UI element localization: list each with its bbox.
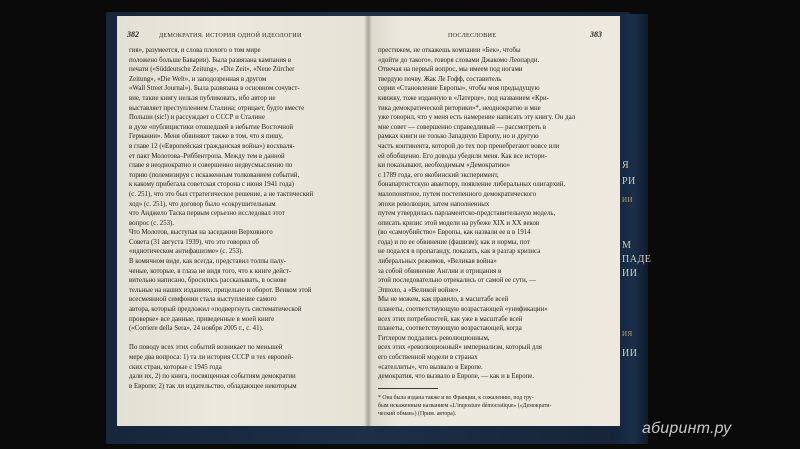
text-line: вие, такие книгу нельзя публиковать, ибо автор не [129,94,276,102]
cover-title-fragment: РИ [622,176,636,187]
text-line: Мы не можем, как правило, в масштабе всей [378,296,509,304]
right-page [368,16,620,426]
text-line: твердую почву. Жак Ле Гофф, составитель [378,75,502,83]
text-line: его собственной модели в странах [378,354,478,361]
text-line: описать кризис этой модели на рубеже XIX и XX веков [378,219,540,227]
text-line: часть континента, которой до тех пор пренебрегают вовсе или [378,142,560,150]
text-line: мере два вопроса: 1) та ли история СССР и тех европей- [129,354,294,361]
cover-title-fragment: М [622,240,632,251]
text-line: путем утвердилась парламентско-представительную модель, [378,210,556,218]
text-line: Zeitung», «Die Welt», и заподозренная в другом [129,75,267,83]
text-line: к какому прибегала советская сторона с июня 1941 года) [129,181,294,189]
text-line: за собой обвинение Англии и отрицания в [378,267,502,275]
text-line: бым искаженным названием «L'imposture démocratique» («Демократи- [378,403,552,409]
text-line: планеты, соответствующую возрастающей, когда [378,325,522,333]
text-line: автора, который предложил «подвергнуть систематической [129,306,302,314]
text-line: Совета (31 августа 1939), что это говорил об [129,238,259,246]
text-line: Что Молотов, выступая на заседании Верховного [129,229,273,237]
text-line: («Corriere della Sera», 24 ноября 2005 г., с. 41). [129,325,264,333]
text-line: (во «самоубийство» Европы, как назвали ее в в 1914 [378,229,531,237]
text-line: ских стран, которые с 1945 года [129,363,222,371]
cover-title-fragment: ИИ [622,196,634,204]
text-line: либеральных режимов, «Великая война» [378,258,497,266]
text-line: проверке» все данные, приведенные в моей книге [129,315,275,323]
text-line: этой последовательно отрекались от самой ее сути, — [378,277,537,285]
text-line: что Анджело Таска первым серьезно исследовал этот [129,210,285,218]
text-line: В комичном виде, как всегда, представил толпы палу- [129,258,287,266]
text-line: ческий обман») (Прим. автора). [378,411,457,417]
text-line: Эпполо, а «Великой войне». [378,286,461,294]
cover-title-fragment: Я [622,160,630,171]
text-line: в духе «публицистики отошедшей в небытие Восточной [129,123,294,131]
text-line: тельные на наших изданиях, прицельно и оборот. Венком этой [129,286,312,294]
text-line: «дойти до такого», говоря словами Джакомо Леопарди. [378,56,540,64]
text-line: престижем, не откажешь компании «Бек», чтобы [378,47,521,54]
text-line: книжку, тоже изданную в «Латерце», под названием «Кри- [378,94,549,102]
text-line: не подался в пропаганду, показать, как в разгар кризиса [378,248,541,256]
text-line: выставляет преступлением Сталина; отрицает, будто вместе [129,104,305,112]
text-line: тика демократической риторики»*, неоднократно и мне [378,104,541,112]
text-line: эпохи революции, затем наполненных [378,200,490,208]
text-line: торию (полемизируя с искаженным толкованием событий, [129,171,300,179]
text-line: в главе 12 («Европейская гражданская война») восхваля- [129,142,295,150]
footnote-rule [378,388,438,389]
text-line: в Европе; 2) так ли издательство, обладающее некоторым [129,382,297,390]
text-line: * Она была издана также и во Франции, к сожалению, под гру- [378,395,534,401]
text-line: «сателлиты», что вызвало в Европе. [378,363,483,371]
text-line: всех этих потребностей, как уже в масштабе всей [378,315,523,323]
text-line: печати («Süddeutsche Zeitung», «Die Zeit», «Neue Zürcher [129,66,295,74]
text-line: Германии». Меня обвиняют также в том, что я пишу, [129,133,283,141]
text-line: Отвечая на первый вопрос, мы имеем под ногами [378,66,523,74]
text-line: малопонятное, путем постепенного демократического [378,190,537,198]
text-line: серии «Становление Европы», чтобы моя предыдущую [378,85,540,93]
text-line: вопрос (с. 253). [129,219,175,227]
cover-title-fragment: ИЯ [622,330,633,338]
text-line: «идиотическом антифашизме» (с. 253). [129,248,244,256]
text-line: всех этих «революционный» империализм, который для [378,344,542,352]
watermark: абиринт.ру [642,420,732,437]
text-line: всесмеянной симфонии стала выступление самого [129,296,277,304]
text-line: главе я неоднократно и совершенно недвусмысленно по [129,162,293,170]
text-line: ченые, которые, в глаза не видя того, что к книге дейст- [129,267,292,275]
text-line: положено больше Баварии). Была развязана кампания в [129,56,292,64]
text-line: уже говорил, что у меня есть намерение написать эту книгу. Он дал [378,114,576,122]
text-line: дали их, 2) по книга, посвященная событиям демократии [129,373,296,381]
page-number: 382 [127,30,139,39]
book-gutter [364,16,372,426]
text-line: демократия, что вызвало в Европе, — как и в Европе. [378,373,535,381]
left-page [117,16,369,426]
cover-title-fragment: ИИ [622,348,638,359]
text-line: (с. 251), что это был стратегическое решение, а не тактический [129,190,314,198]
text-line: бонапартистскую авантюру, появление либеральных олигархий, [378,181,566,189]
running-head: ПОСЛЕСЛОВИЕ [448,32,497,39]
text-line: «Wall Street Journal»). Была развязана в основном сочувст- [129,85,300,93]
cover-title-fragment: ИИ [622,268,638,279]
text-line: ход» (с. 251), что договор было «сокрушительным [129,200,276,208]
text-line: гия», разумеется, и слова плохого о том мире [129,47,261,54]
text-line: Польши (sic!) и рассуждает о СССР и Сталине [129,114,265,122]
text-line [129,334,361,344]
body-text [129,46,361,391]
text-line: ей обобщенно. Его доводы убедили меня. Как все истори- [378,152,547,160]
text-line: ет пакт Молотова–Риббентропа. Между тем в данной [129,152,285,160]
text-line: По поводу всех этих событий возникает по меньшей [129,344,283,352]
cover-title-fragment: ПАДЕ [622,254,652,265]
body-text [378,46,610,382]
text-line: Гитлером поддались революционным, [378,334,490,342]
running-head: ДЕМОКРАТИЯ. ИСТОРИЯ ОДНОЙ ИДЕОЛОГИИ [159,32,302,39]
text-line: ки показывают, необходимым «Демократию» [378,162,511,170]
text-line: планеты, соответствующую возрастающей «унификации» [378,306,548,314]
text-line: с 1789 года, его якобинский эксперимент, [378,171,499,179]
text-line: мне совет — совершенно справедливый — рассмотреть в [378,123,546,131]
text-line: года) и по ее обвинение (фашизм); как и нормы, пот [378,238,530,246]
text-line: рамках книги не только Западную Европу, но и другую [378,133,539,141]
footnote [378,394,610,418]
page-number: 383 [590,30,602,39]
text-line: вительно написано, бросились рассказывать, в основе [129,277,287,285]
